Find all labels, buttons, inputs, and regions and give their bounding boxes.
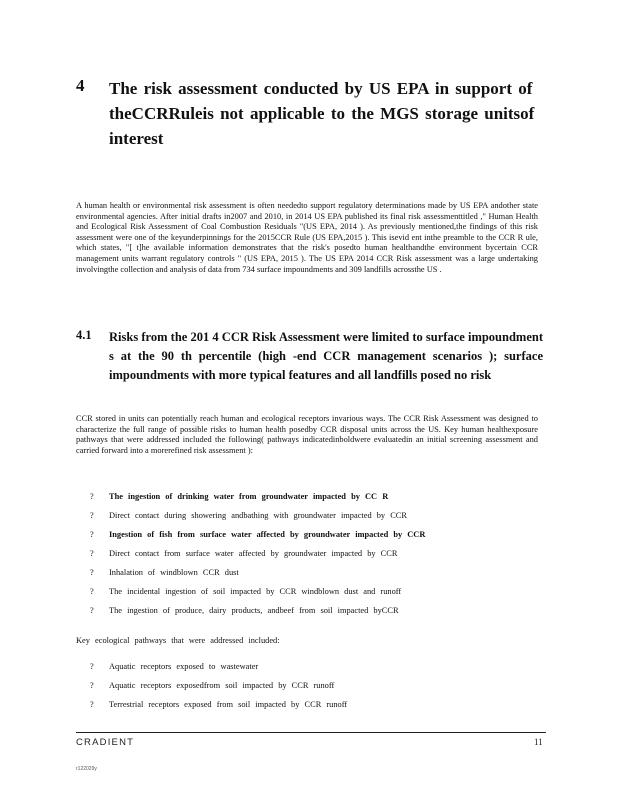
company-logo: CRADIENT bbox=[76, 737, 135, 748]
bullet-marker: ? bbox=[90, 568, 94, 577]
bullet-marker: ? bbox=[90, 606, 94, 615]
list-item bbox=[76, 530, 538, 549]
pathway-text: Ingestion of fish from surface water affected by groundwater impacted by CCR bbox=[109, 530, 426, 539]
bullet-marker: ? bbox=[90, 530, 94, 539]
list-item bbox=[76, 568, 538, 587]
bullet-marker: ? bbox=[90, 492, 94, 501]
ecological-intro: Key ecological pathways that were addressed included: bbox=[76, 636, 280, 645]
human-pathways-list bbox=[76, 492, 538, 625]
pathway-text: Aquatic receptors exposed to wastewater bbox=[109, 662, 259, 671]
pathway-text: Direct contact during showering andbathing with groundwater impacted by CCR bbox=[109, 511, 407, 520]
page-number: 11 bbox=[534, 737, 543, 747]
bullet-marker: ? bbox=[90, 587, 94, 596]
list-item bbox=[76, 662, 538, 681]
intro-paragraph: A human health or environmental risk assessment is often neededto support regulatory determinations made by US EPA andother state environmental agencies. After initial drafts in2007 and 2010, in 2014 US EPA published its final risk assessmenttitled ," Human Health and Ecological Risk Assessment of Coal Combustion Residuals "(US EPA, 2014 ). As previously mentioned,the findings of this risk assessment were one of the keyunderpinnings for the 2015CCR Rule (US EPA,2015 ). This isevid ent inthe preamble to the CCR R ule, which states, "[ t]he available information demonstrates that the risk's posedto human healthandthe environment bycertain CCR management units warrant regulatory controls " (US EPA, 2015 ). The US EPA 2014 CCR Risk assessment was a large undertaking involvingthe collection and analysis of data from 734 surface impoundments and 309 landfills acrossthe US . bbox=[76, 201, 538, 274]
list-item bbox=[76, 606, 538, 625]
list-item bbox=[76, 700, 538, 719]
pathway-text: Terrestrial receptors exposed from soil impacted by CCR runoff bbox=[109, 700, 348, 709]
section-4-1-title: Risks from the 201 4 CCR Risk Assessment were limited to surface impoundment s at the 90 th percentile (high -end CCR management scenarios ); surface impoundments with more typical features and all landfills posed no risk bbox=[109, 330, 543, 382]
list-item bbox=[76, 549, 538, 568]
ccr-paragraph: CCR stored in units can potentially reach human and ecological receptors invarious ways. The CCR Risk Assessment was designed to characterize the full range of possible risks to human health posedby CCR disposal units across the US. Key human healthexposure pathways that were addressed included the following( pathways indicatedinboldwere evaluatedin an initial screening assessment and carried forward into a morerefined risk assessment ): bbox=[76, 414, 538, 455]
pathway-text: Aquatic receptors exposedfrom soil impacted by CCR runoff bbox=[109, 681, 335, 690]
bullet-marker: ? bbox=[90, 511, 94, 520]
ecological-pathways-list bbox=[76, 662, 538, 719]
section-4-1-number: 4.1 bbox=[76, 328, 92, 342]
pathway-text: Direct contact from surface water affected by groundwater impacted by CCR bbox=[109, 549, 398, 558]
pathway-text: Inhalation of windblown CCR dust bbox=[109, 568, 239, 577]
list-item bbox=[76, 511, 538, 530]
bullet-marker: ? bbox=[90, 681, 94, 690]
pathway-text: The ingestion of drinking water from groundwater impacted by CC R bbox=[109, 492, 389, 501]
bullet-marker: ? bbox=[90, 662, 94, 671]
list-item bbox=[76, 587, 538, 606]
pathway-text: The ingestion of produce, dairy products, andbeef from soil impacted byCCR bbox=[109, 606, 399, 615]
pathway-text: The incidental ingestion of soil impacted by CCR windblown dust and runoff bbox=[109, 587, 402, 596]
bullet-marker: ? bbox=[90, 700, 94, 709]
document-code: r122029y bbox=[76, 766, 97, 772]
section-4-number: 4 bbox=[76, 76, 85, 95]
section-4-title: The risk assessment conducted by US EPA in support of theCCRRuleis not applicable to the MGS storage unitsof interest bbox=[109, 79, 535, 148]
list-item bbox=[76, 492, 538, 511]
list-item bbox=[76, 681, 538, 700]
bullet-marker: ? bbox=[90, 549, 94, 558]
footer-divider bbox=[76, 732, 546, 733]
